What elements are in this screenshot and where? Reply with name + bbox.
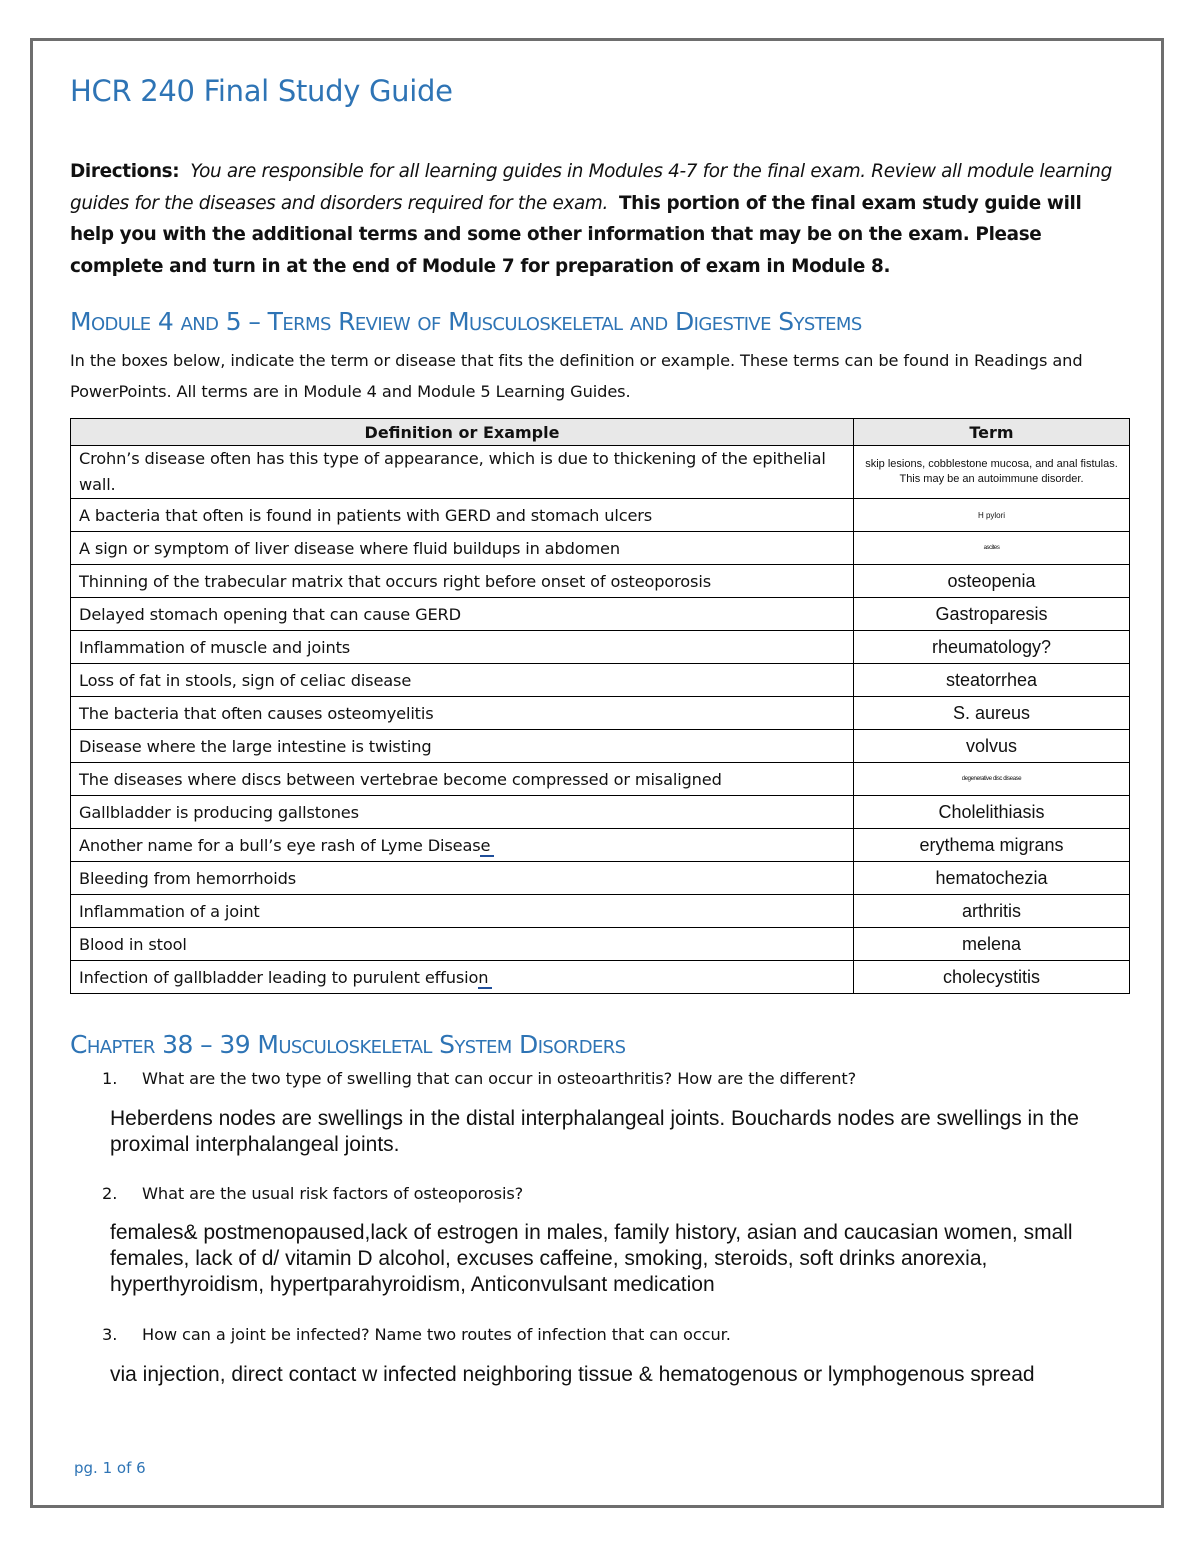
- table-row: [71, 697, 1130, 730]
- definition-cell: Inflammation of a joint: [71, 895, 854, 928]
- table-row: [71, 565, 1130, 598]
- definition-cell: A sign or symptom of liver disease where fluid buildups in abdomen: [71, 532, 854, 565]
- term-cell[interactable]: S. aureus: [854, 697, 1130, 730]
- table-row: [71, 796, 1130, 829]
- definition-cell: Loss of fat in stools, sign of celiac disease: [71, 664, 854, 697]
- table-row: [71, 664, 1130, 697]
- term-cell[interactable]: erythema migrans: [854, 829, 1130, 862]
- question-text: What are the two type of swelling that can occur in osteoarthritis? How are the different?: [142, 1069, 857, 1088]
- table-row: [71, 862, 1130, 895]
- document-title: HCR 240 Final Study Guide: [70, 74, 453, 108]
- definition-cell: Crohn’s disease often has this type of appearance, which is due to thickening of the epithelial wall.: [71, 446, 854, 499]
- term-cell[interactable]: rheumatology?: [854, 631, 1130, 664]
- term-cell[interactable]: arthritis: [854, 895, 1130, 928]
- question-2: [102, 1184, 524, 1203]
- table-row: [71, 730, 1130, 763]
- term-cell[interactable]: ascites: [854, 532, 1130, 565]
- module-intro-text: In the boxes below, indicate the term or disease that fits the definition or example. These terms can be found in Readings and PowerPoints. All terms are in Module 4 and Module 5 Learning Guides.: [70, 351, 1083, 401]
- table-header-row: [71, 419, 1130, 446]
- definition-cell: A bacteria that often is found in patients with GERD and stomach ulcers: [71, 499, 854, 532]
- term-cell[interactable]: hematochezia: [854, 862, 1130, 895]
- definition-text: Infection of gallbladder leading to purulent effusion: [79, 967, 489, 987]
- definition-cell: The bacteria that often causes osteomyelitis: [71, 697, 854, 730]
- definition-cell: Gallbladder is producing gallstones: [71, 796, 854, 829]
- comment-marker-icon[interactable]: [480, 845, 494, 857]
- question-number: 3.: [102, 1325, 118, 1344]
- question-text: How can a joint be infected? Name two routes of infection that can occur.: [142, 1325, 731, 1344]
- header-definition: Definition or Example: [71, 419, 854, 446]
- definition-cell: Disease where the large intestine is twisting: [71, 730, 854, 763]
- definition-cell: Bleeding from hemorrhoids: [71, 862, 854, 895]
- question-number: 2.: [102, 1184, 118, 1203]
- term-cell[interactable]: H pylori: [854, 499, 1130, 532]
- term-cell[interactable]: steatorrhea: [854, 664, 1130, 697]
- table-row: [71, 928, 1130, 961]
- term-cell[interactable]: osteopenia: [854, 565, 1130, 598]
- directions-paragraph: [70, 156, 1130, 282]
- chapter-section-heading: Chapter 38 – 39 Musculoskeletal System Disorders: [70, 1030, 626, 1059]
- table-row: [71, 763, 1130, 796]
- header-term: Term: [854, 419, 1130, 446]
- directions-italic-text: You are responsible for all learning guides in Modules 4-7 for the final exam. Review all module learning guides for the diseases and disorders required for the exam.: [70, 161, 1112, 214]
- page-number-footer: pg. 1 of 6: [74, 1459, 146, 1477]
- module-section-heading: Module 4 and 5 – Terms Review of Musculoskeletal and Digestive Systems: [70, 307, 862, 336]
- term-cell[interactable]: cholecystitis: [854, 961, 1130, 994]
- definition-cell: Delayed stomach opening that can cause GERD: [71, 598, 854, 631]
- question-text: What are the usual risk factors of osteoporosis?: [142, 1184, 524, 1203]
- definition-cell: [71, 829, 854, 862]
- terms-table: [70, 418, 1130, 994]
- directions-label: Directions:: [70, 161, 180, 182]
- question-number: 1.: [102, 1069, 118, 1088]
- question-3: [102, 1325, 731, 1344]
- table-row: [71, 961, 1130, 994]
- answer-2[interactable]: females& postmenopaused,lack of estrogen in males, family history, asian and caucasian women, small females, lack of d/ vitamin D alcohol, excuses caffeine, smoking, steroids, soft drinks anorexia, hyperthyroidism, hypertparahyroidism, Anticonvulsant medication: [110, 1221, 1073, 1296]
- term-cell[interactable]: volvus: [854, 730, 1130, 763]
- definition-cell: Inflammation of muscle and joints: [71, 631, 854, 664]
- term-cell[interactable]: Cholelithiasis: [854, 796, 1130, 829]
- term-cell[interactable]: Gastroparesis: [854, 598, 1130, 631]
- question-1: [102, 1069, 857, 1088]
- definition-cell: Thinning of the trabecular matrix that occurs right before onset of osteoporosis: [71, 565, 854, 598]
- table-row: [71, 446, 1130, 499]
- term-cell[interactable]: skip lesions, cobblestone mucosa, and anal fistulas. This may be an autoimmune disorder.: [854, 446, 1130, 499]
- table-row: [71, 499, 1130, 532]
- table-row: [71, 532, 1130, 565]
- answer-1[interactable]: Heberdens nodes are swellings in the distal interphalangeal joints. Bouchards nodes are swellings in the proximal interphalangeal joints.: [110, 1107, 1079, 1156]
- term-cell[interactable]: degenerative disc disease: [854, 763, 1130, 796]
- comment-marker-icon[interactable]: [478, 977, 492, 989]
- answer-3[interactable]: via injection, direct contact w infected neighboring tissue & hematogenous or lymphogenous spread: [110, 1363, 1035, 1386]
- definition-cell: Blood in stool: [71, 928, 854, 961]
- term-cell[interactable]: melena: [854, 928, 1130, 961]
- table-row: [71, 631, 1130, 664]
- definition-text: Another name for a bull’s eye rash of Lyme Disease: [79, 835, 491, 855]
- definition-cell: The diseases where discs between vertebrae become compressed or misaligned: [71, 763, 854, 796]
- directions-bold-text: This portion of the final exam study guide will help you with the additional terms and some other information that may be on the exam. Please complete and turn in at the end of Module 7 for preparation of exam in Module 8.: [70, 192, 1082, 277]
- table-row: [71, 598, 1130, 631]
- definition-cell: [71, 961, 854, 994]
- table-row: [71, 829, 1130, 862]
- table-row: [71, 895, 1130, 928]
